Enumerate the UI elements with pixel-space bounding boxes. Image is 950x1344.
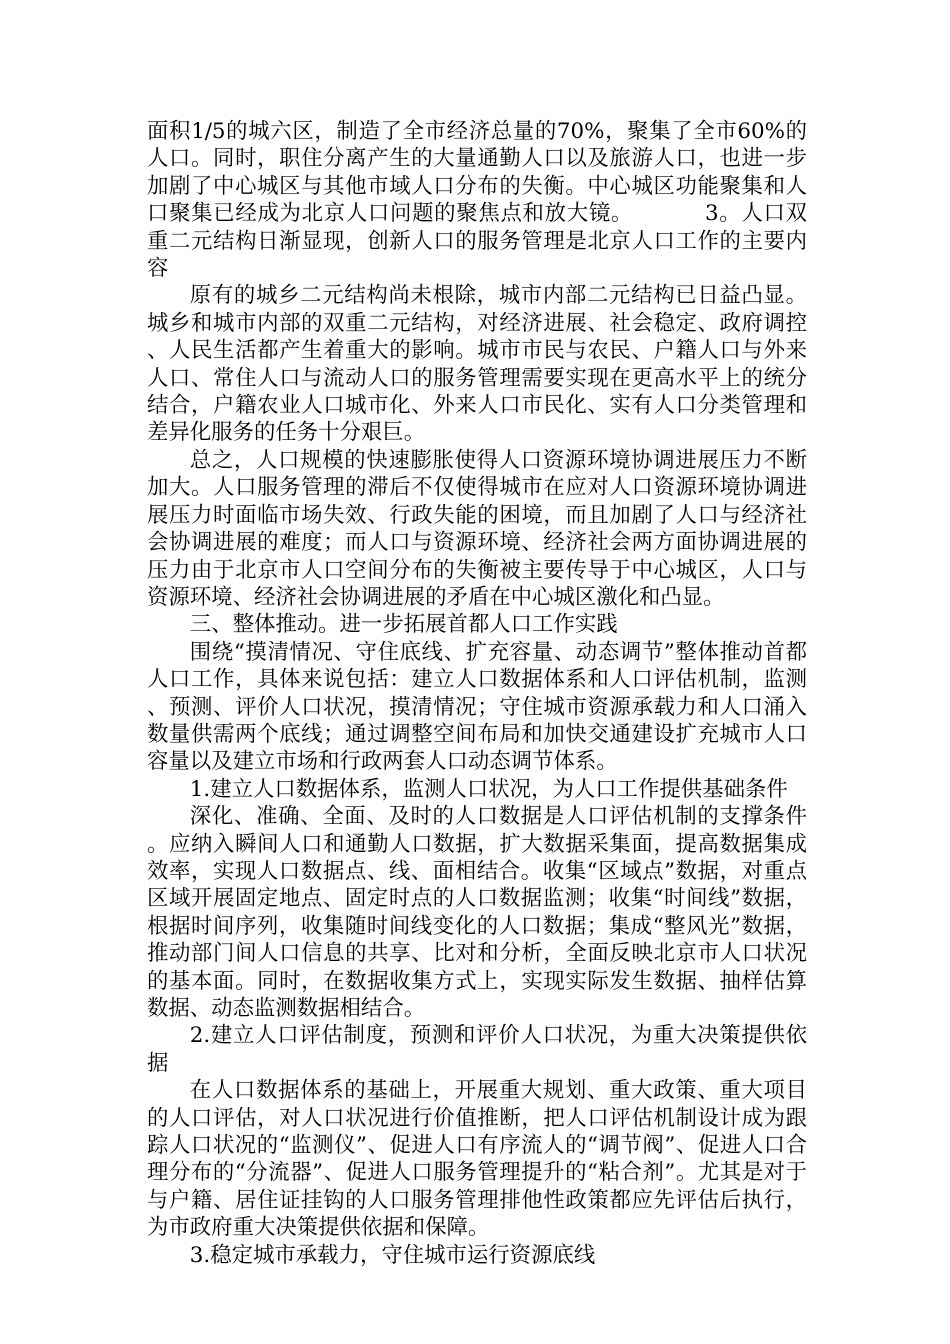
paragraph-5: 围绕“摸清情况、守住底线、扩充容量、动态调节”整体推动首都人口工作，具体来说包括：建立人口数据体系和人口评估机制，监测、预测、评价人口状况，摸清情况；守住城市资源承载力和人口涌入数量供需两个底线；通过调整空间布局和加快交通建设扩充城市人口容量以及建立市场和行政两套人口动态调节体系。 xyxy=(147,639,807,775)
paragraph-1 xyxy=(147,118,807,282)
subheading-1: 1.建立人口数据体系，监测人口状况，为人口工作提供基础条件 xyxy=(189,776,788,802)
paragraph-text: 面积1/5的城六区，制造了全市经济总量的70%，聚集了全市60%的人口。同时，职住分离产生的大量通勤人口以及旅游人口，也进一步加剧了中心城区与其他市域人口分布的失衡。中心城区功能聚集和人口聚集已经成为北京人口问题的聚焦点和放大镜。 xyxy=(147,119,807,227)
section-heading-part-three: 三、整体推动。进一步拓展首都人口工作实践 xyxy=(189,612,618,638)
section-heading-3: 3。人口双重二元结构日渐显现，创新人口的服务管理是北京人口工作的主要内容 xyxy=(147,201,807,282)
paragraph-9: 在人口数据体系的基础上，开展重大规划、重大政策、重大项目的人口评估，对人口状况进行价值推断，把人口评估机制设计成为跟踪人口状况的“监测仪”、促进人口有序流人的“调节阀”、促进人口合理分布的“分流器”、促进人口服务管理提升的“粘合剂”。尤其是对于与户籍、居住证挂钩的人口服务管理排他性政策都应先评估后执行，为市政府重大决策提供依据和保障。 xyxy=(147,1078,807,1241)
paragraph-3: 总之，人口规模的快速膨胀使得人口资源环境协调进展压力不断加大。人口服务管理的滞后不仅使得城市在应对人口资源环境协调进展压力时面临市场失效、行政失能的困境，而且加剧了人口与经济社会协调进展的难度；而人口与资源环境、经济社会两方面协调进展的压力由于北京市人口空间分布的失衡被主要传导于中心城区，人口与资源环境、经济社会协调进展的矛盾在中心城区激化和凸显。 xyxy=(147,447,807,610)
subheading-2: 2.建立人口评估制度，预测和评价人口状况，为重大决策提供依据 xyxy=(147,1023,807,1076)
paragraph-2: 原有的城乡二元结构尚未根除，城市内部二元结构已日益凸显。城乡和城市内部的双重二元结构，对经济进展、社会稳定、政府调控、人民生活都产生着重大的影响。城市市民与农民、户籍人口与外来人口、常住人口与流动人口的服务管理需要实现在更高水平上的统分结合，户籍农业人口城市化、外来人口市民化、实有人口分类管理和差异化服务的任务十分艰巨。 xyxy=(147,283,807,446)
body-text xyxy=(147,118,807,1269)
paragraph-7: 深化、准确、全面、及时的人口数据是人口评估机制的支撑条件。应纳入瞬间人口和通勤人口数据，扩大数据采集面，提高数据集成效率，实现人口数据点、线、面相结合。收集“区域点”数据，对重点区域开展固定地点、固定时点的人口数据监测；收集“时间线”数据，根据时间序列，收集随时间线变化的人口数据；集成“整风光”数据，推动部门间人口信息的共享、比对和分析，全面反映北京市人口状况的基本面。同时，在数据收集方式上，实现实际发生数据、抽样估算数据、动态监测数据相结合。 xyxy=(147,804,807,1021)
subheading-3: 3.稳定城市承载力，守住城市运行资源底线 xyxy=(189,1242,596,1268)
